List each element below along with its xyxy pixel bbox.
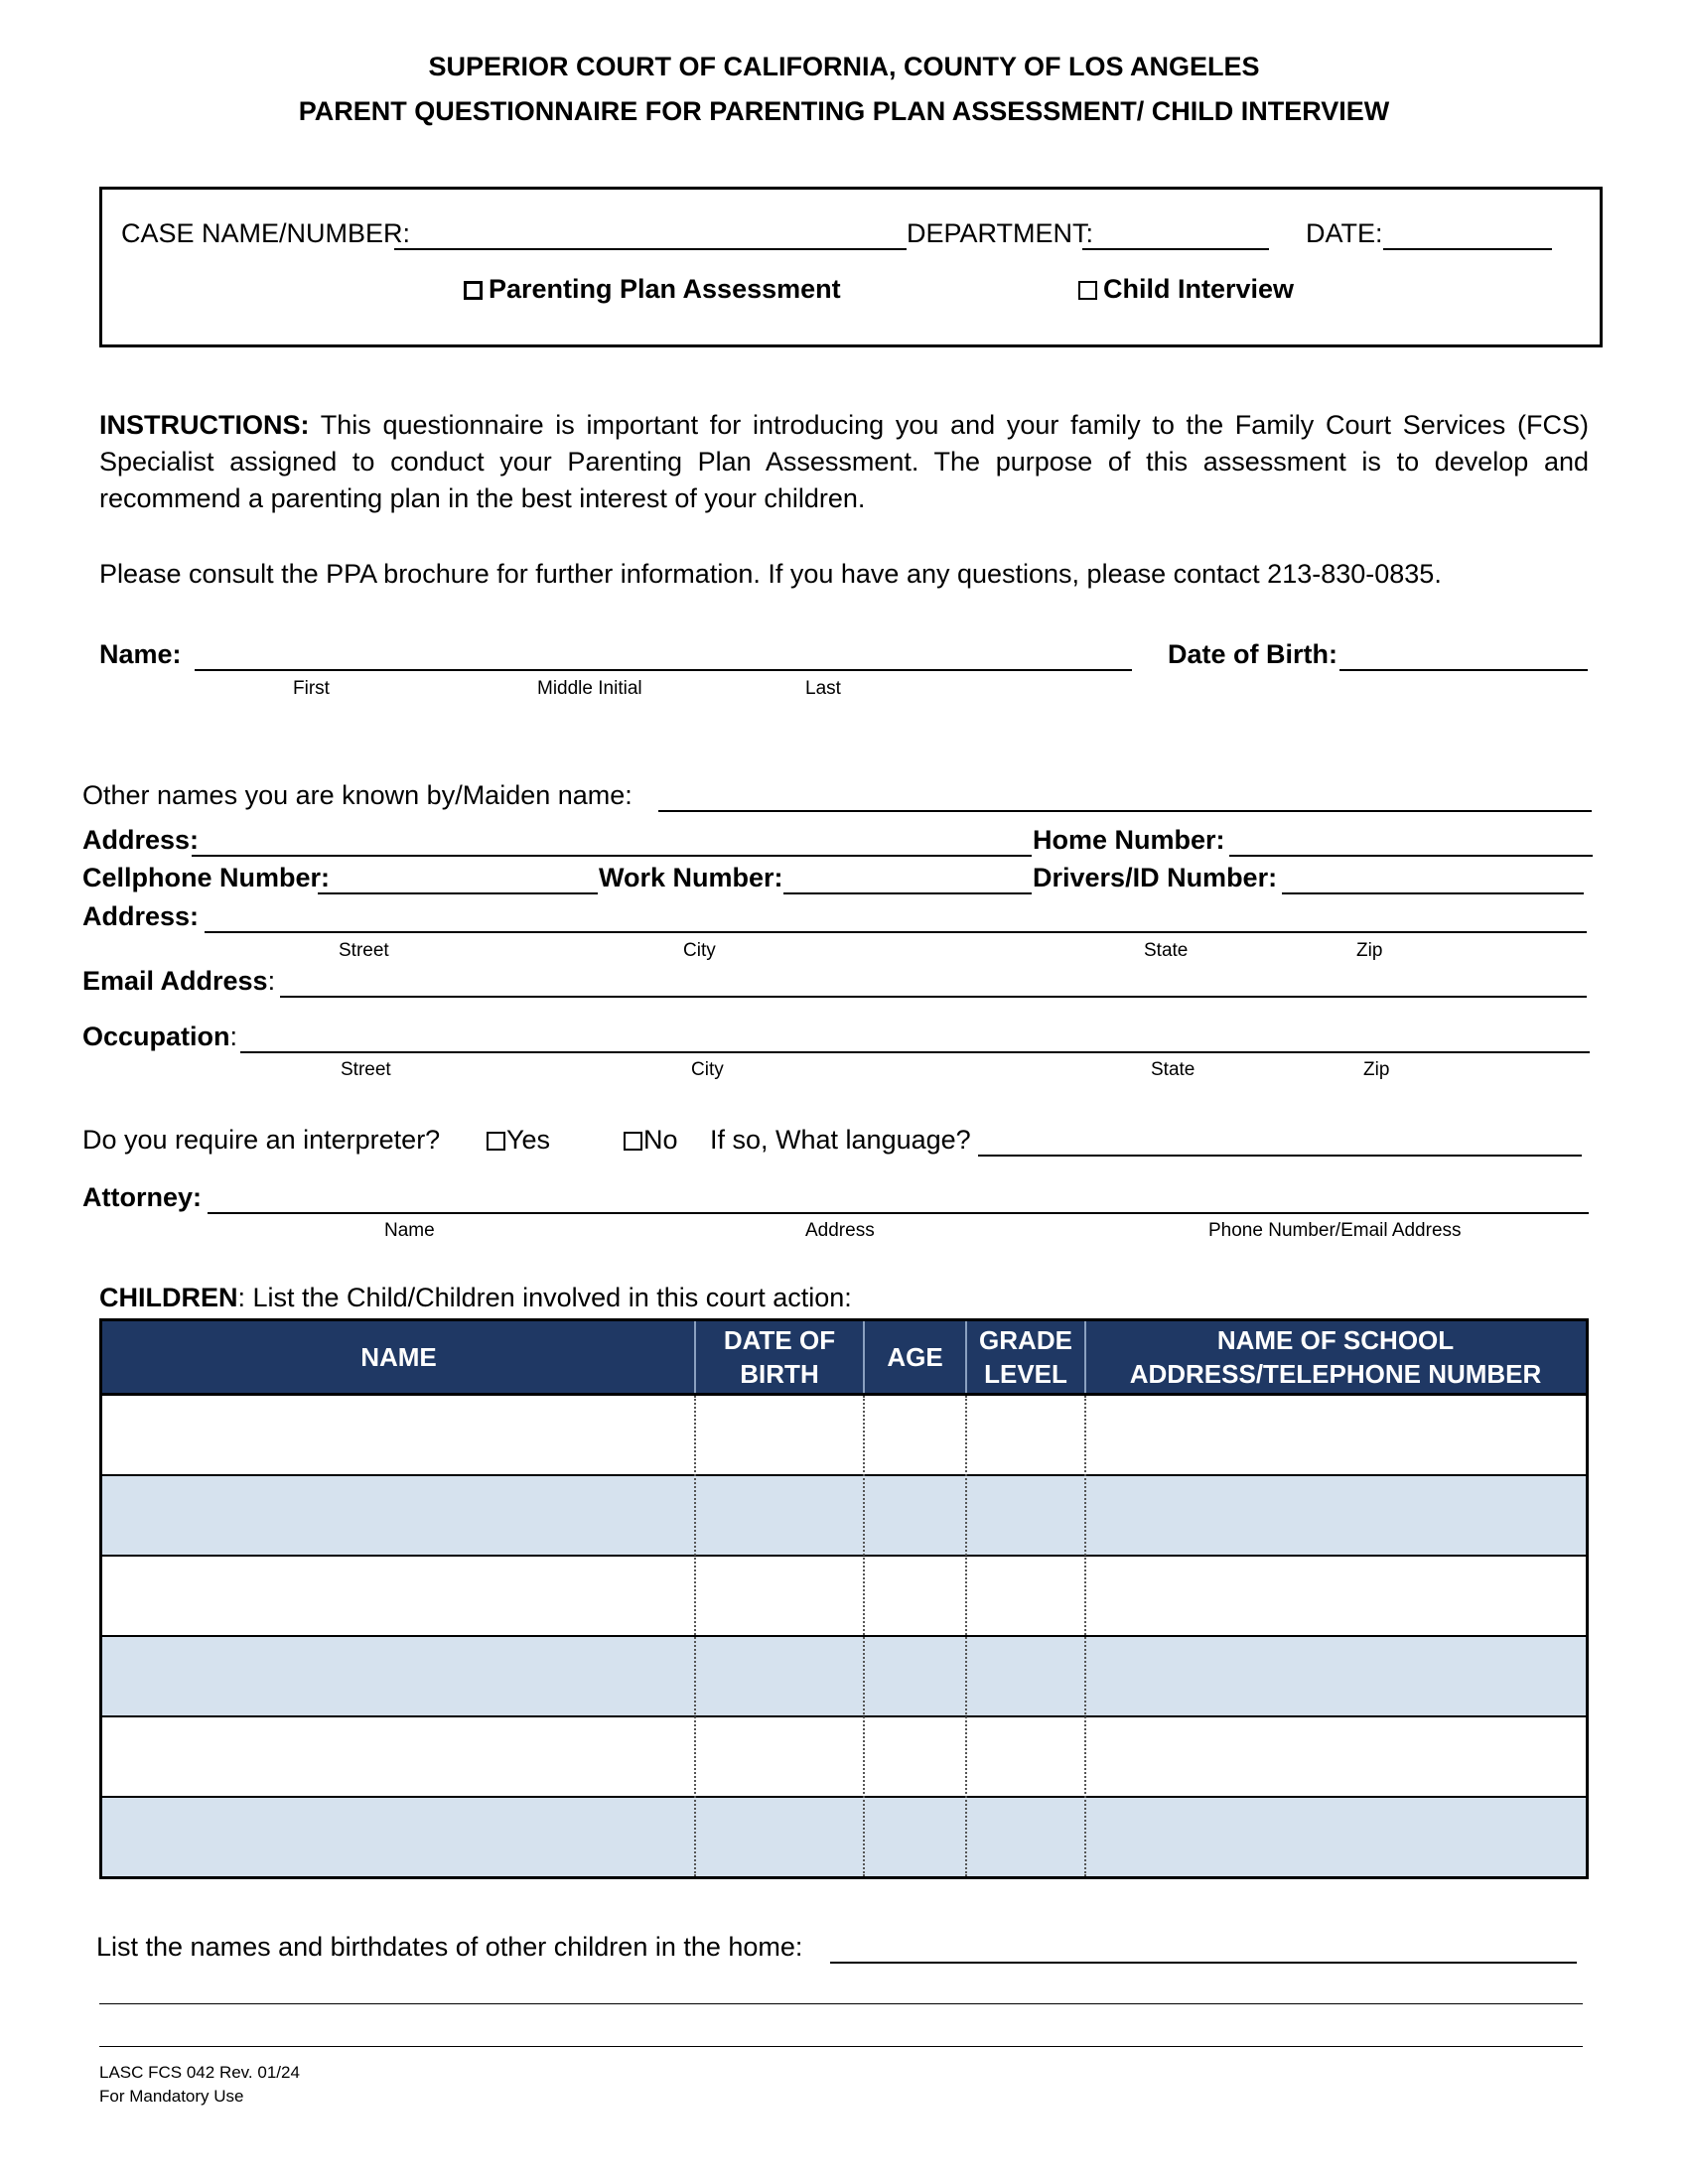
address2-state-caption: State bbox=[1144, 940, 1189, 961]
occupation-label bbox=[82, 1022, 237, 1052]
interpreter-no-option[interactable] bbox=[624, 1125, 678, 1156]
table-header bbox=[102, 1321, 1586, 1396]
child-interview-option[interactable] bbox=[1078, 274, 1294, 305]
occupation-zip-caption: Zip bbox=[1363, 1059, 1390, 1080]
no-checkbox-icon[interactable] bbox=[624, 1132, 642, 1151]
name-input[interactable] bbox=[195, 669, 1132, 671]
col-header-dob: DATE OF BIRTH bbox=[723, 1325, 836, 1389]
occupation-label-text: Occupation bbox=[82, 1022, 230, 1051]
home-number-input[interactable] bbox=[1229, 855, 1593, 857]
yes-label: Yes bbox=[506, 1125, 551, 1155]
occupation-state-caption: State bbox=[1151, 1059, 1196, 1080]
address-label: Address: bbox=[82, 825, 200, 855]
children-heading-rest: : List the Child/Children involved in this court action: bbox=[237, 1283, 852, 1312]
home-number-label: Home Number: bbox=[1033, 825, 1225, 855]
dob-input[interactable] bbox=[1339, 669, 1588, 671]
address2-zip-caption: Zip bbox=[1356, 940, 1383, 961]
table-row[interactable] bbox=[102, 1476, 1586, 1557]
other-children-line-2[interactable] bbox=[99, 2003, 1583, 2004]
work-number-input[interactable] bbox=[783, 892, 1032, 894]
other-children-input[interactable] bbox=[830, 1962, 1577, 1964]
column-divider bbox=[965, 1396, 967, 1876]
department-input[interactable] bbox=[1082, 248, 1269, 250]
occupation-street-caption: Street bbox=[341, 1059, 391, 1080]
yes-checkbox-icon[interactable] bbox=[487, 1132, 505, 1151]
address-input[interactable] bbox=[192, 855, 1032, 857]
table-row[interactable] bbox=[102, 1557, 1586, 1637]
other-names-input[interactable] bbox=[658, 810, 1592, 812]
occupation-city-caption: City bbox=[691, 1059, 724, 1080]
date-input[interactable] bbox=[1383, 248, 1552, 250]
email-input[interactable] bbox=[280, 996, 1587, 998]
cellphone-label: Cellphone Number: bbox=[82, 863, 331, 892]
children-heading bbox=[99, 1283, 852, 1313]
drivers-id-label: Drivers/ID Number: bbox=[1033, 863, 1278, 892]
attorney-phone-caption: Phone Number/Email Address bbox=[1208, 1220, 1462, 1241]
header-divider bbox=[694, 1321, 696, 1393]
name-first-caption: First bbox=[293, 678, 330, 699]
instructions-heading: INSTRUCTIONS: bbox=[99, 410, 310, 440]
interpreter-label: Do you require an interpreter? bbox=[82, 1125, 441, 1155]
court-title: SUPERIOR COURT OF CALIFORNIA, COUNTY OF LOS ANGELES bbox=[428, 52, 1260, 81]
instructions-body: This questionnaire is important for introducing you and your family to the Family Court Services (FCS) Specialist assigned to conduct your Parenting Plan Assessment. The purpose of this assessment is to develop and recommend a parenting plan in the best interest of your children. bbox=[99, 410, 1589, 513]
cellphone-input[interactable] bbox=[318, 892, 598, 894]
table-row[interactable] bbox=[102, 1717, 1586, 1798]
work-number-label: Work Number: bbox=[599, 863, 783, 892]
attorney-name-caption: Name bbox=[384, 1220, 435, 1241]
col-header-age: AGE bbox=[887, 1342, 943, 1372]
col-header-name: NAME bbox=[360, 1342, 437, 1372]
col-header-grade: GRADE LEVEL bbox=[979, 1325, 1072, 1389]
other-names-label: Other names you are known by/Maiden name: bbox=[82, 780, 633, 810]
address2-street-caption: Street bbox=[339, 940, 389, 961]
case-info-box bbox=[99, 187, 1603, 347]
date-label: DATE: bbox=[1306, 218, 1383, 248]
no-label: No bbox=[643, 1125, 678, 1155]
language-input[interactable] bbox=[978, 1155, 1582, 1157]
other-children-line-3[interactable] bbox=[99, 2046, 1583, 2047]
other-children-label: List the names and birthdates of other children in the home: bbox=[96, 1932, 803, 1962]
language-label: If so, What language? bbox=[710, 1125, 971, 1155]
form-title: PARENT QUESTIONNAIRE FOR PARENTING PLAN ASSESSMENT/ CHILD INTERVIEW bbox=[298, 96, 1390, 126]
instructions-paragraph bbox=[99, 407, 1589, 517]
ppa-checkbox-icon[interactable] bbox=[464, 281, 483, 300]
child-interview-option-label: Child Interview bbox=[1103, 274, 1295, 304]
address2-input[interactable] bbox=[205, 931, 1587, 933]
drivers-id-input[interactable] bbox=[1282, 892, 1584, 894]
case-name-label: CASE NAME/NUMBER: bbox=[121, 218, 411, 248]
col-header-school: NAME OF SCHOOL ADDRESS/TELEPHONE NUMBER bbox=[1129, 1325, 1542, 1389]
name-last-caption: Last bbox=[805, 678, 841, 699]
attorney-label: Attorney: bbox=[82, 1182, 202, 1212]
interpreter-yes-option[interactable] bbox=[487, 1125, 550, 1156]
child-interview-checkbox-icon[interactable] bbox=[1078, 281, 1097, 300]
form-id: LASC FCS 042 Rev. 01/24 bbox=[99, 2063, 300, 2082]
email-label-colon: : bbox=[267, 966, 276, 996]
header-divider bbox=[1084, 1321, 1086, 1393]
header-divider bbox=[863, 1321, 865, 1393]
email-label bbox=[82, 966, 275, 997]
contact-text: Please consult the PPA brochure for further information. If you have any questions, please contact 213-830-0835. bbox=[99, 559, 1442, 589]
occupation-label-colon: : bbox=[229, 1022, 238, 1051]
occupation-input[interactable] bbox=[240, 1051, 1590, 1053]
column-divider bbox=[863, 1396, 865, 1876]
header-divider bbox=[965, 1321, 967, 1393]
name-middle-caption: Middle Initial bbox=[537, 678, 642, 699]
email-label-text: Email Address bbox=[82, 966, 268, 996]
table-row[interactable] bbox=[102, 1637, 1586, 1717]
attorney-address-caption: Address bbox=[805, 1220, 875, 1241]
children-heading-bold: CHILDREN bbox=[99, 1283, 238, 1312]
dob-label: Date of Birth: bbox=[1168, 639, 1337, 669]
case-name-input[interactable] bbox=[394, 248, 907, 250]
ppa-option[interactable] bbox=[464, 274, 841, 305]
attorney-input[interactable] bbox=[208, 1212, 1589, 1214]
column-divider bbox=[1084, 1396, 1086, 1876]
address2-label: Address: bbox=[82, 901, 200, 931]
column-divider bbox=[694, 1396, 696, 1876]
children-table bbox=[99, 1318, 1589, 1879]
mandatory-use: For Mandatory Use bbox=[99, 2087, 244, 2106]
table-row[interactable] bbox=[102, 1396, 1586, 1476]
name-label: Name: bbox=[99, 639, 182, 669]
ppa-option-label: Parenting Plan Assessment bbox=[489, 274, 841, 304]
table-row[interactable] bbox=[102, 1798, 1586, 1876]
address2-city-caption: City bbox=[683, 940, 716, 961]
department-label: DEPARTMENT: bbox=[907, 218, 1094, 248]
